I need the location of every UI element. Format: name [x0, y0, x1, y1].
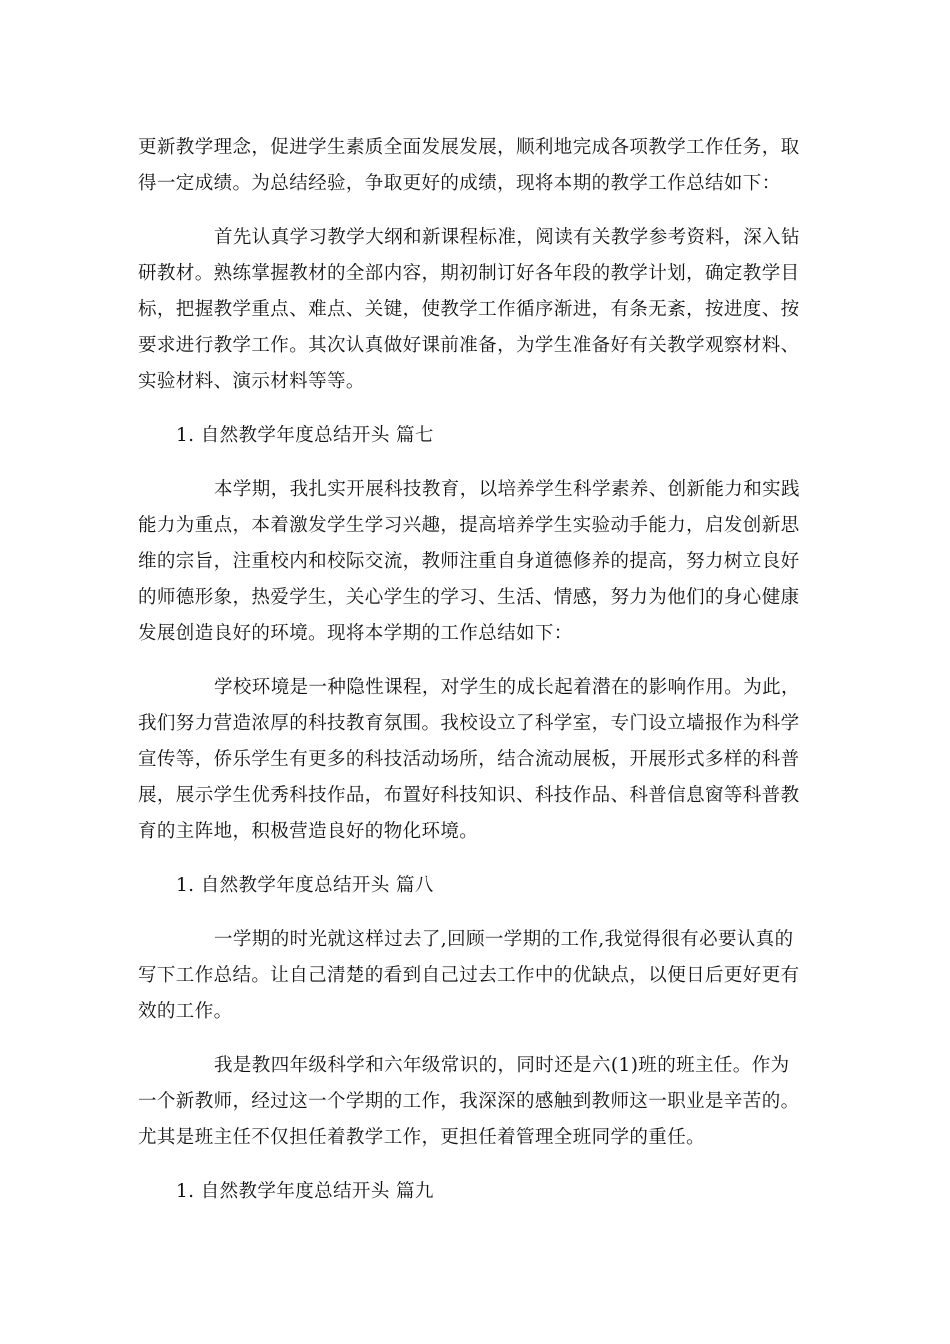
- section-heading: [138, 418, 814, 454]
- paragraph-line: 维的宗旨，注重校内和校际交流，教师注重自身道德修养的提高，努力树立良好: [138, 551, 800, 572]
- section-heading: [138, 868, 814, 904]
- paragraph-line: 本学期，我扎实开展科技教育，以培养学生科学素养、创新能力和实践: [214, 479, 800, 500]
- section-heading-text: 1. 自然教学年度总结开头 篇八: [176, 875, 434, 896]
- section-heading-text: 1. 自然教学年度总结开头 篇九: [176, 1181, 434, 1202]
- paragraph-line: 更新教学理念，促进学生素质全面发展发展，顺利地完成各项教学工作任务，取: [138, 137, 800, 158]
- paragraph: [138, 130, 814, 202]
- paragraph-line: 我是教四年级科学和六年级常识的，同时还是六(1)班的班主任。作为: [214, 1055, 790, 1076]
- paragraph: [138, 922, 814, 1030]
- paragraph-line: 我们努力营造浓厚的科技教育氛围。我校设立了科学室，专门设立墙报作为科学: [138, 713, 800, 734]
- paragraph-line: 宣传等，侨乐学生有更多的科技活动场所，结合流动展板，开展形式多样的科普: [138, 749, 800, 770]
- paragraph-line: 展，展示学生优秀科技作品，布置好科技知识、科技作品、科普信息窗等科普教: [138, 785, 800, 806]
- section-heading-text: 1. 自然教学年度总结开头 篇七: [176, 425, 434, 446]
- paragraph-line: 发展创造良好的环境。现将本学期的工作总结如下：: [138, 623, 573, 644]
- paragraph-line: 育的主阵地，积极营造良好的物化环境。: [138, 821, 479, 842]
- paragraph: [138, 1048, 814, 1156]
- paragraph-line: 的师德形象，热爱学生，关心学生的学习、生活、情感，努力为他们的身心健康: [138, 587, 800, 608]
- paragraph-line: 要求进行教学工作。其次认真做好课前准备，为学生准备好有关教学观察材料、: [138, 335, 800, 356]
- paragraph: [138, 220, 814, 400]
- paragraph-line: 一个新教师，经过这一个学期的工作，我深深的感触到教师这一职业是辛苦的。: [138, 1091, 800, 1112]
- paragraph-line: 实验材料、演示材料等等。: [138, 371, 365, 392]
- paragraph-line: 学校环境是一种隐性课程，对学生的成长起着潜在的影响作用。为此，: [214, 677, 800, 698]
- paragraph-line: 效的工作。: [138, 1001, 233, 1022]
- document-body: [138, 130, 814, 1210]
- paragraph: [138, 472, 814, 652]
- paragraph-line: 得一定成绩。为总结经验，争取更好的成绩，现将本期的教学工作总结如下：: [138, 173, 781, 194]
- paragraph-line: 能力为重点，本着激发学生学习兴趣，提高培养学生实验动手能力，启发创新思: [138, 515, 800, 536]
- paragraph-line: 研教材。熟练掌握教材的全部内容，期初制订好各年段的教学计划，确定教学目: [138, 263, 800, 284]
- section-heading: [138, 1174, 814, 1210]
- paragraph: [138, 670, 814, 850]
- paragraph-line: 标，把握教学重点、难点、关键，使教学工作循序渐进，有条无紊，按进度、按: [138, 299, 800, 320]
- paragraph-line: 首先认真学习教学大纲和新课程标准，阅读有关教学参考资料，深入钻: [214, 227, 800, 248]
- paragraph-line: 写下工作总结。让自己清楚的看到自己过去工作中的优缺点，以便日后更好更有: [138, 965, 800, 986]
- paragraph-line: 一学期的时光就这样过去了,回顾一学期的工作,我觉得很有必要认真的: [214, 929, 794, 950]
- paragraph-line: 尤其是班主任不仅担任着教学工作，更担任着管理全班同学的重任。: [138, 1127, 706, 1148]
